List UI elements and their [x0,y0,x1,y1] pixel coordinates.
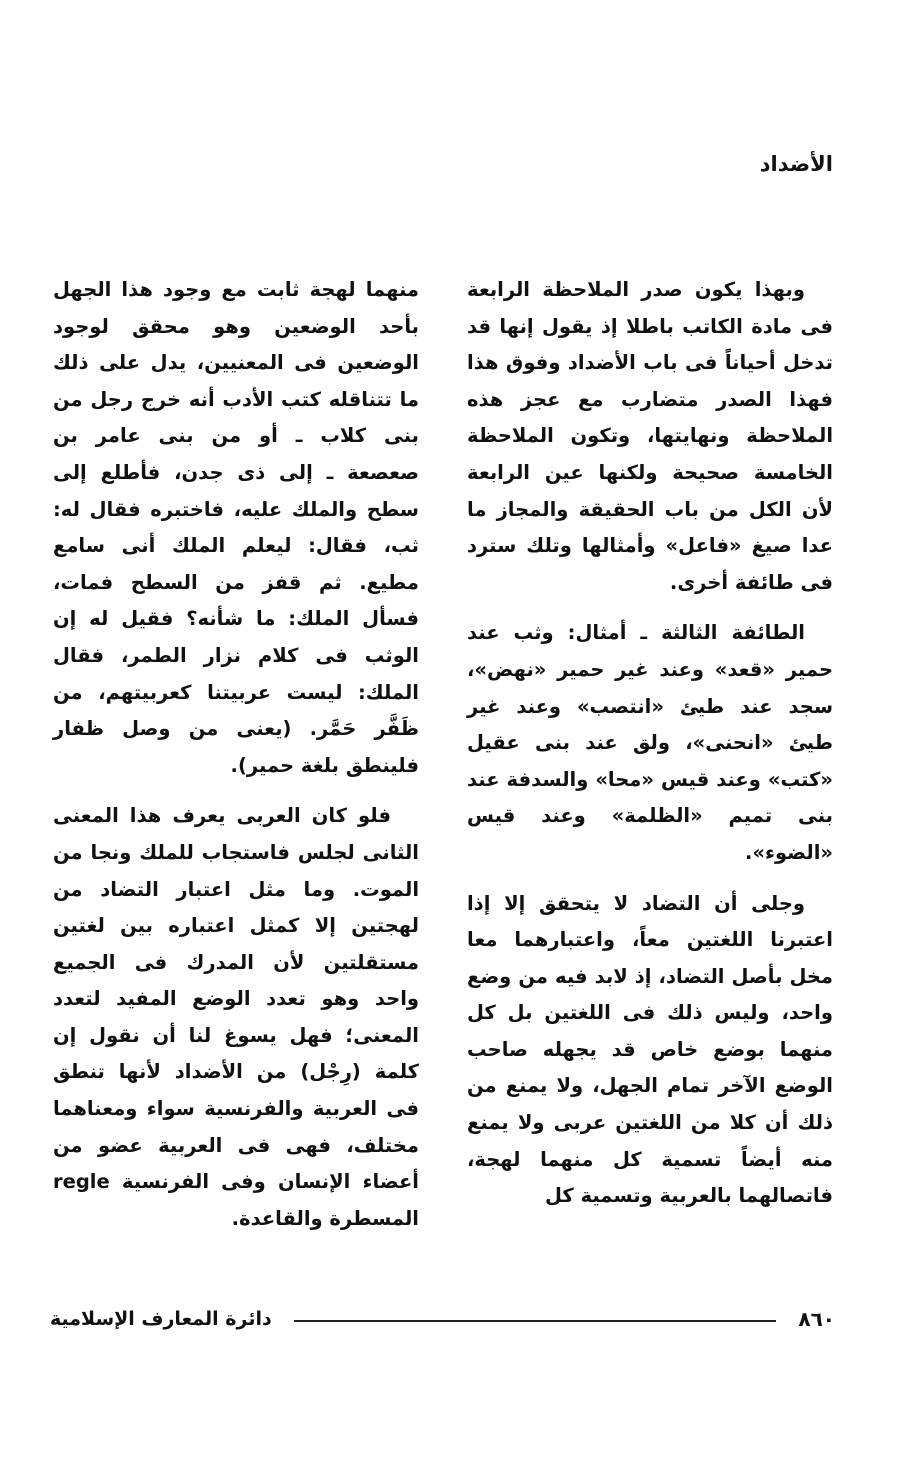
running-title: الأضداد [759,152,833,176]
right-text-column [467,272,833,1229]
paragraph: وبهذا يكون صدر الملاحظة الرابعة فى مادة الكاتب باطلا إذ يقول إنها قد تدخل أحياناً فى باب الأضداد وفوق هذا فهذا الصدر متضارب مع عجز هذه الملاحظة ونهايتها، وتكون الملاحظة الخامسة صحيحة ولكنها عين الرابعة لأن الكل من باب الحقيقة والمجاز ما عدا صيغ «فاعل» وأمثالها وتلك سترد فى طائفة أخرى. [467,278,833,594]
page-footer [50,1304,835,1334]
paragraph: فلو كان العربى يعرف هذا المعنى الثانى لجلس فاستجاب للملك ونجا من الموت. وما مثل اعتبار التضاد من لهجتين إلا كمثل اعتباره بين لغتين مستقلتين لأن المدرك فى الجميع واحد وهو تعدد الوضع المفيد لتعدد المعنى؛ فهل يسوغ لنا أن نقول إن كلمة (رِجْل) من الأضداد لأنها تنطق فى العربية والفرنسية سواء ومعناهما مختلف، فهى فى العربية عضو من أعضاء الإنسان وفى الفرنسية regle المسطرة والقاعدة. [53,804,419,1230]
page-number: ٨٦٠ [798,1307,835,1331]
paragraph: وجلى أن التضاد لا يتحقق إلا إذا اعتبرنا اللغتين معاً، واعتبارهما معا مخل بأصل التضاد، إذ لابد فيه من وضع واحد، وليس ذلك فى اللغتين بل كل منهما بوضع خاص قد يجهله صاحب الوضع الآخر تمام الجهل، ولا يمنع من ذلك أن كلا من اللغتين عربى ولا يمنع منه أيضاً تسمية كل منهما لهجة، فاتصالهما بالعربية وتسمية كل [467,891,833,1208]
paragraph: الطائفة الثالثة ـ أمثال: وثب عند حمير «قعد» وعند غير حمير «نهض»، سجد عند طيئ «انتصب» وعند غير طيئ «انحنى»، ولق عند بنى عقيل «كتب» وعند قيس «محا» والسدفة عند بنى تميم «الظلمة» وعند قيس «الضوء». [467,621,833,864]
footer-divider [294,1320,777,1322]
left-text-column [53,272,419,1251]
publication-title: دائرة المعارف الإسلامية [50,1308,272,1330]
paragraph: منهما لهجة ثابت مع وجود هذا الجهل بأحد الوضعين وهو محقق لوجود الوضعين فى المعنيين، يدل على ذلك ما تتناقله كتب الأدب أنه خرج رجل من بنى كلاب ـ أو من بنى عامر بن صعصعة ـ إلى ذى جدن، فأطلع إلى سطح والملك عليه، فاختبره فقال له: ثب، فقال: ليعلم الملك أنى سامع مطيع. ثم قفز من السطح فمات، فسأل الملك: ما شأنه؟ فقيل له إن الوثب فى كلام نزار الطمر، فقال الملك: ليست عربيتنا كعربيتهم، من ظَفَّر حَمَّر. (يعنى من وصل ظفار فلينطق بلغة حمير). [53,278,419,777]
